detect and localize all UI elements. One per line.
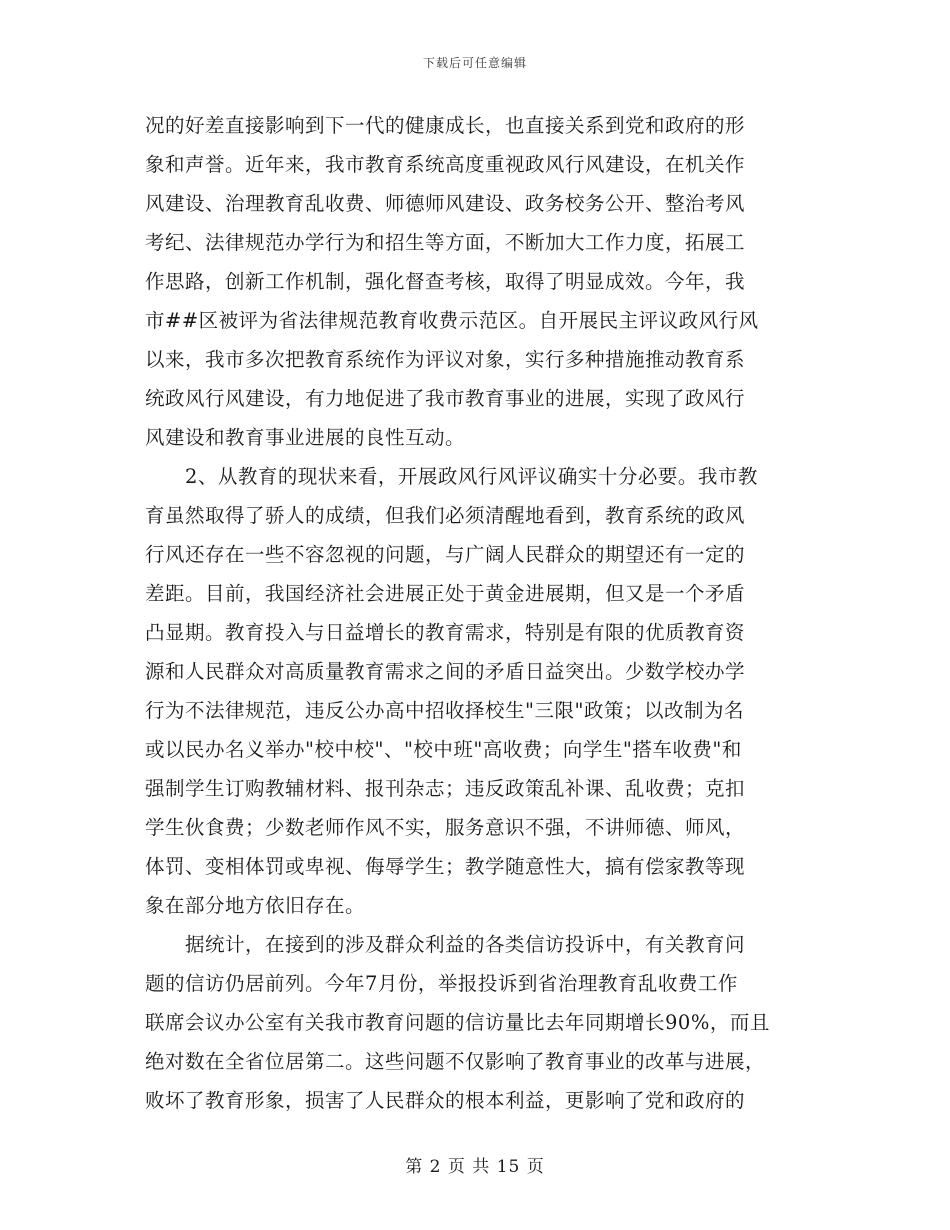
text-line: 市##区被评为省法律规范教育收费示范区。自开展民主评议政风行风 [145, 309, 759, 332]
document-body [145, 106, 805, 1120]
page-footer: 第 2 页 共 15 页 [405, 1157, 545, 1177]
text-line: 差距。目前，我国经济社会进展正处于黄金进展期，但又是一个矛盾 [145, 582, 746, 605]
text-line: 作思路，创新工作机制，强化督查考核，取得了明显成效。今年，我 [145, 270, 746, 293]
text-line: 育虽然取得了骄人的成绩，但我们必须清醒地看到，教育系统的政风 [145, 504, 746, 527]
page-header: 下载后可任意编辑 [422, 56, 527, 70]
text-line: 或以民办名义举办"校中校"、"校中班"高收费；向学生"搭车收费"和 [145, 738, 742, 761]
text-line: 题的信访仍居前列。今年7月份，举报投诉到省治理教育乱收费工作 [145, 972, 738, 995]
text-line: 象和声誉。近年来，我市教育系统高度重视政风行风建设，在机关作 [145, 153, 746, 176]
text-line: 统政风行风建设，有力地促进了我市教育事业的进展，实现了政风行 [145, 387, 746, 410]
text-line: 行风还存在一些不容忽视的问题，与广阔人民群众的期望还有一定的 [145, 543, 746, 566]
text-line: 以来，我市多次把教育系统作为评议对象，实行多种措施推动教育系 [145, 348, 746, 371]
text-line: 2、从教育的现状来看，开展政风行风评议确实十分必要。我市教 [145, 465, 758, 488]
text-line: 风建设和教育事业进展的良性互动。 [145, 426, 466, 449]
text-line: 况的好差直接影响到下一代的健康成长，也直接关系到党和政府的形 [145, 114, 746, 137]
text-line: 行为不法律规范，违反公办高中招收择校生"三限"政策；以改制为名 [145, 699, 744, 722]
text-line: 象在部分地方依旧存在。 [145, 894, 366, 917]
text-line: 败坏了教育形象，损害了人民群众的根本利益，更影响了党和政府的 [145, 1089, 746, 1112]
text-line: 风建设、治理教育乱收费、师德师风建设、政务校务公开、整治考风 [145, 192, 746, 215]
text-line: 联席会议办公室有关我市教育问题的信访量比去年同期增长90%，而且 [145, 1011, 770, 1034]
text-line: 源和人民群众对高质量教育需求之间的矛盾日益突出。少数学校办学 [145, 660, 746, 683]
text-line: 考纪、法律规范办学行为和招生等方面，不断加大工作力度，拓展工 [145, 231, 746, 254]
text-line: 体罚、变相体罚或卑视、侮辱学生；教学随意性大，搞有偿家教等现 [145, 855, 746, 878]
text-line: 学生伙食费；少数老师作风不实，服务意识不强，不讲师德、师风， [145, 816, 746, 839]
text-line: 绝对数在全省位居第二。这些问题不仅影响了教育事业的改革与进展， [145, 1050, 766, 1073]
text-line: 据统计，在接到的涉及群众利益的各类信访投诉中，有关教育问 [145, 933, 746, 956]
text-line: 强制学生订购教辅材料、报刊杂志；违反政策乱补课、乱收费；克扣 [145, 777, 746, 800]
text-line: 凸显期。教育投入与日益增长的教育需求，特别是有限的优质教育资 [145, 621, 746, 644]
